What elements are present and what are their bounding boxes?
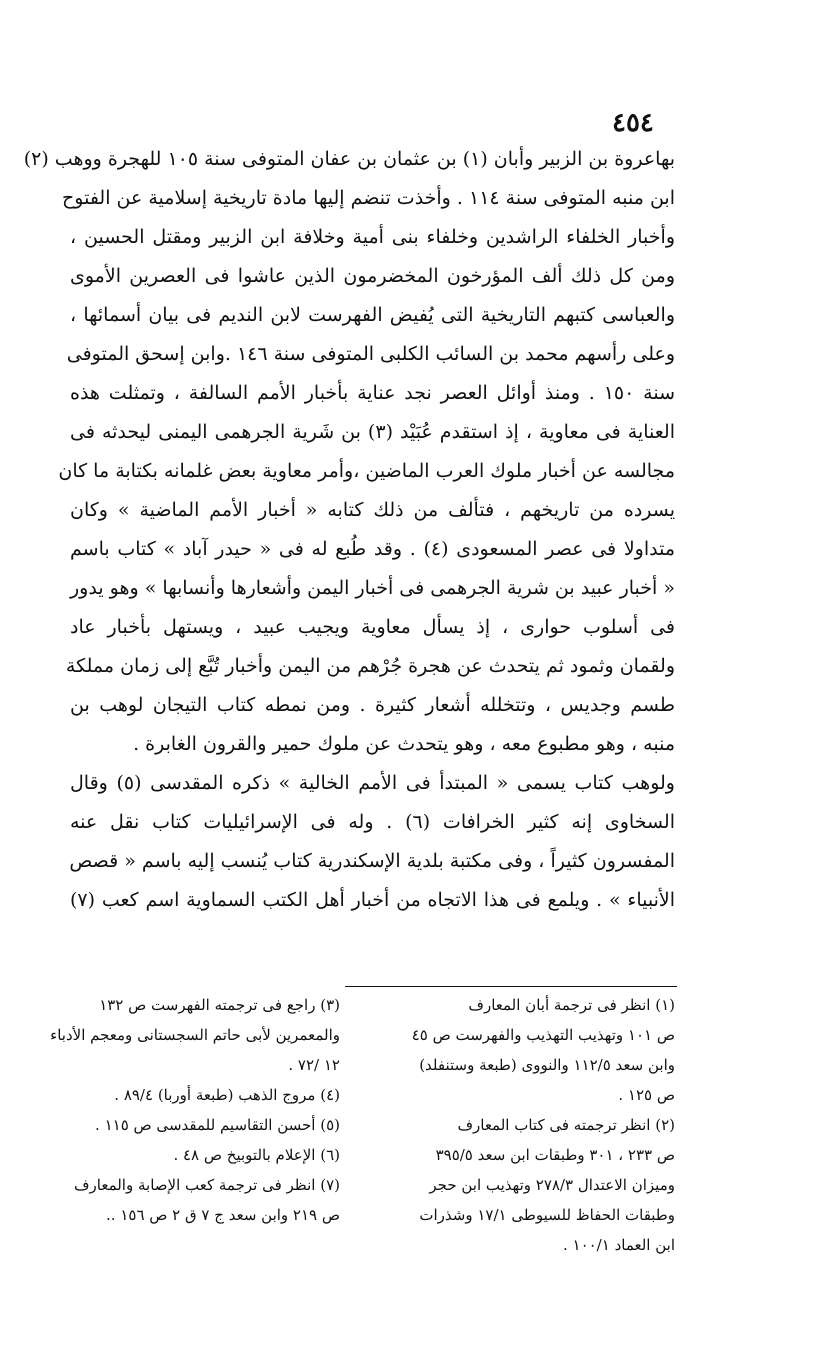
footnote-line: (٣) راجع فى ترجمته الفهرست ص ١٣٢ bbox=[99, 996, 340, 1014]
body-line: ولقمان وثمود ثم يتحدث عن هجرة جُرْهم من اليمن وأخبار تُبَّع إلى زمان مملكة bbox=[65, 655, 675, 677]
body-line: ومن كل ذلك ألف المؤرخون المخضرمون الذين عاشوا فى العصرين الأموى bbox=[70, 265, 675, 287]
footnote-line: ص ٢٣٣ ، ٣٠١ وطبقات ابن سعد ٣٩٥/٥ bbox=[435, 1146, 675, 1164]
body-line: منبه ، وهو مطبوع معه ، وهو يتحدث عن ملوك حمير والقرون الغابرة . bbox=[133, 733, 675, 755]
footnote-line: وميزان الاعتدال ٢٧٨/٣ وتهذيب ابن حجر bbox=[429, 1176, 675, 1194]
footnotes-right-column bbox=[352, 990, 675, 1260]
footnote-line: (٧) انظر فى ترجمة كعب الإصابة والمعارف bbox=[73, 1176, 340, 1194]
footnote-line: (٤) مروج الذهب (طبعة أوربا) ٨٩/٤ . bbox=[114, 1086, 340, 1104]
footnote-line: ص ١٠١ وتهذيب التهذيب والفهرست ص ٤٥ bbox=[411, 1026, 675, 1044]
footnote-line: (٥) أحسن التقاسيم للمقدسى ص ١١٥ . bbox=[95, 1116, 340, 1134]
body-line: سنة ١٥٠ . ومنذ أوائل العصر نجد عناية بأخبار الأمم السالفة ، وتمثلت هذه bbox=[70, 382, 675, 404]
body-line: متداولا فى عصر المسعودى (٤) . وقد طُبع له فى « حيدر آباد » كتاب باسم bbox=[70, 538, 675, 560]
footnote-line: (٦) الإعلام بالتوبيخ ص ٤٨ . bbox=[173, 1146, 340, 1164]
footnotes-left-column bbox=[30, 990, 340, 1230]
body-line: يسرده من تاريخهم ، فتألف من ذلك كتابه « أخبار الأمم الماضية » وكان bbox=[70, 499, 675, 521]
footnote-separator-rule bbox=[345, 986, 677, 987]
footnote-line: (١) انظر فى ترجمة أبان المعارف bbox=[468, 996, 675, 1014]
body-line: والعباسى كتبهم التاريخية التى يُفيض الفهرست لابن النديم فى بيان أسمائها ، bbox=[70, 304, 675, 326]
footnote-line: ابن العماد ١٠٠/١ . bbox=[562, 1236, 675, 1254]
body-line: السخاوى إنه كثير الخرافات (٦) . وله فى الإسرائيليات كتاب نقل عنه bbox=[70, 811, 675, 833]
body-line: بهاعروة بن الزبير وأبان (١) بن عثمان بن عفان المتوفى سنة ١٠٥ للهجرة ووهب (٢) bbox=[23, 148, 675, 170]
body-line: العناية فى معاوية ، إذ استقدم عُبَيْد (٣) بن شَرية الجرهمى اليمنى ليحدثه فى bbox=[70, 421, 675, 443]
body-line: وعلى رأسهم محمد بن السائب الكلبى المتوفى سنة ١٤٦ .وابن إسحق المتوفى bbox=[66, 343, 675, 365]
body-line: « أخبار عبيد بن شرية الجرهمى فى أخبار اليمن وأشعارها وأنسابها » وهو يدور bbox=[70, 577, 675, 599]
footnote-line: والمعمرين لأبى حاتم السجستانى ومعجم الأدباء bbox=[50, 1026, 340, 1044]
footnote-line: وابن سعد ١١٢/٥ والنووى (طبعة وستنفلد) bbox=[419, 1056, 675, 1074]
footnote-line: وطبقات الحفاظ للسيوطى ١٧/١ وشذرات bbox=[419, 1206, 675, 1224]
body-line: ولوهب كتاب يسمى « المبتدأ فى الأمم الخالية » ذكره المقدسى (٥) وقال bbox=[70, 772, 675, 794]
body-line: ابن منبه المتوفى سنة ١١٤ . وأخذت تنضم إليها مادة تاريخية إسلامية عن الفتوح bbox=[62, 187, 675, 209]
body-line: المفسرون كثيراً ، وفى مكتبة بلدية الإسكندرية كتاب يُنسب إليه باسم « قصص bbox=[69, 850, 675, 872]
footnote-line: (٢) انظر ترجمته فى كتاب المعارف bbox=[457, 1116, 675, 1134]
body-line: الأنبياء » . ويلمع فى هذا الاتجاه من أخبار أهل الكتب السماوية اسم كعب (٧) bbox=[70, 889, 675, 911]
footnote-line: ص ٢١٩ وابن سعد ج ٧ ق ٢ ص ١٥٦ .. bbox=[106, 1206, 340, 1224]
body-line: طسم وجديس ، وتتخلله أشعار كثيرة . ومن نمطه كتاب التيجان لوهب بن bbox=[70, 694, 675, 716]
footnote-line: ص ١٢٥ . bbox=[618, 1086, 675, 1104]
page-number: ٤٥٤ bbox=[612, 108, 654, 138]
body-line: وأخبار الخلفاء الراشدين وخلفاء بنى أمية وخلافة ابن الزبير ومقتل الحسين ، bbox=[70, 226, 675, 248]
body-line: فى أسلوب حوارى ، إذ يسأل معاوية ويجيب عبيد ، ويستهل بأخبار عاد bbox=[70, 616, 675, 638]
footnote-line: ١٢ /٧٢ . bbox=[288, 1056, 340, 1074]
body-line: مجالسه عن أخبار ملوك العرب الماضين ،وأمر معاوية بعض غلمانه بكتابة ما كان bbox=[58, 460, 675, 482]
body-text bbox=[23, 140, 675, 920]
